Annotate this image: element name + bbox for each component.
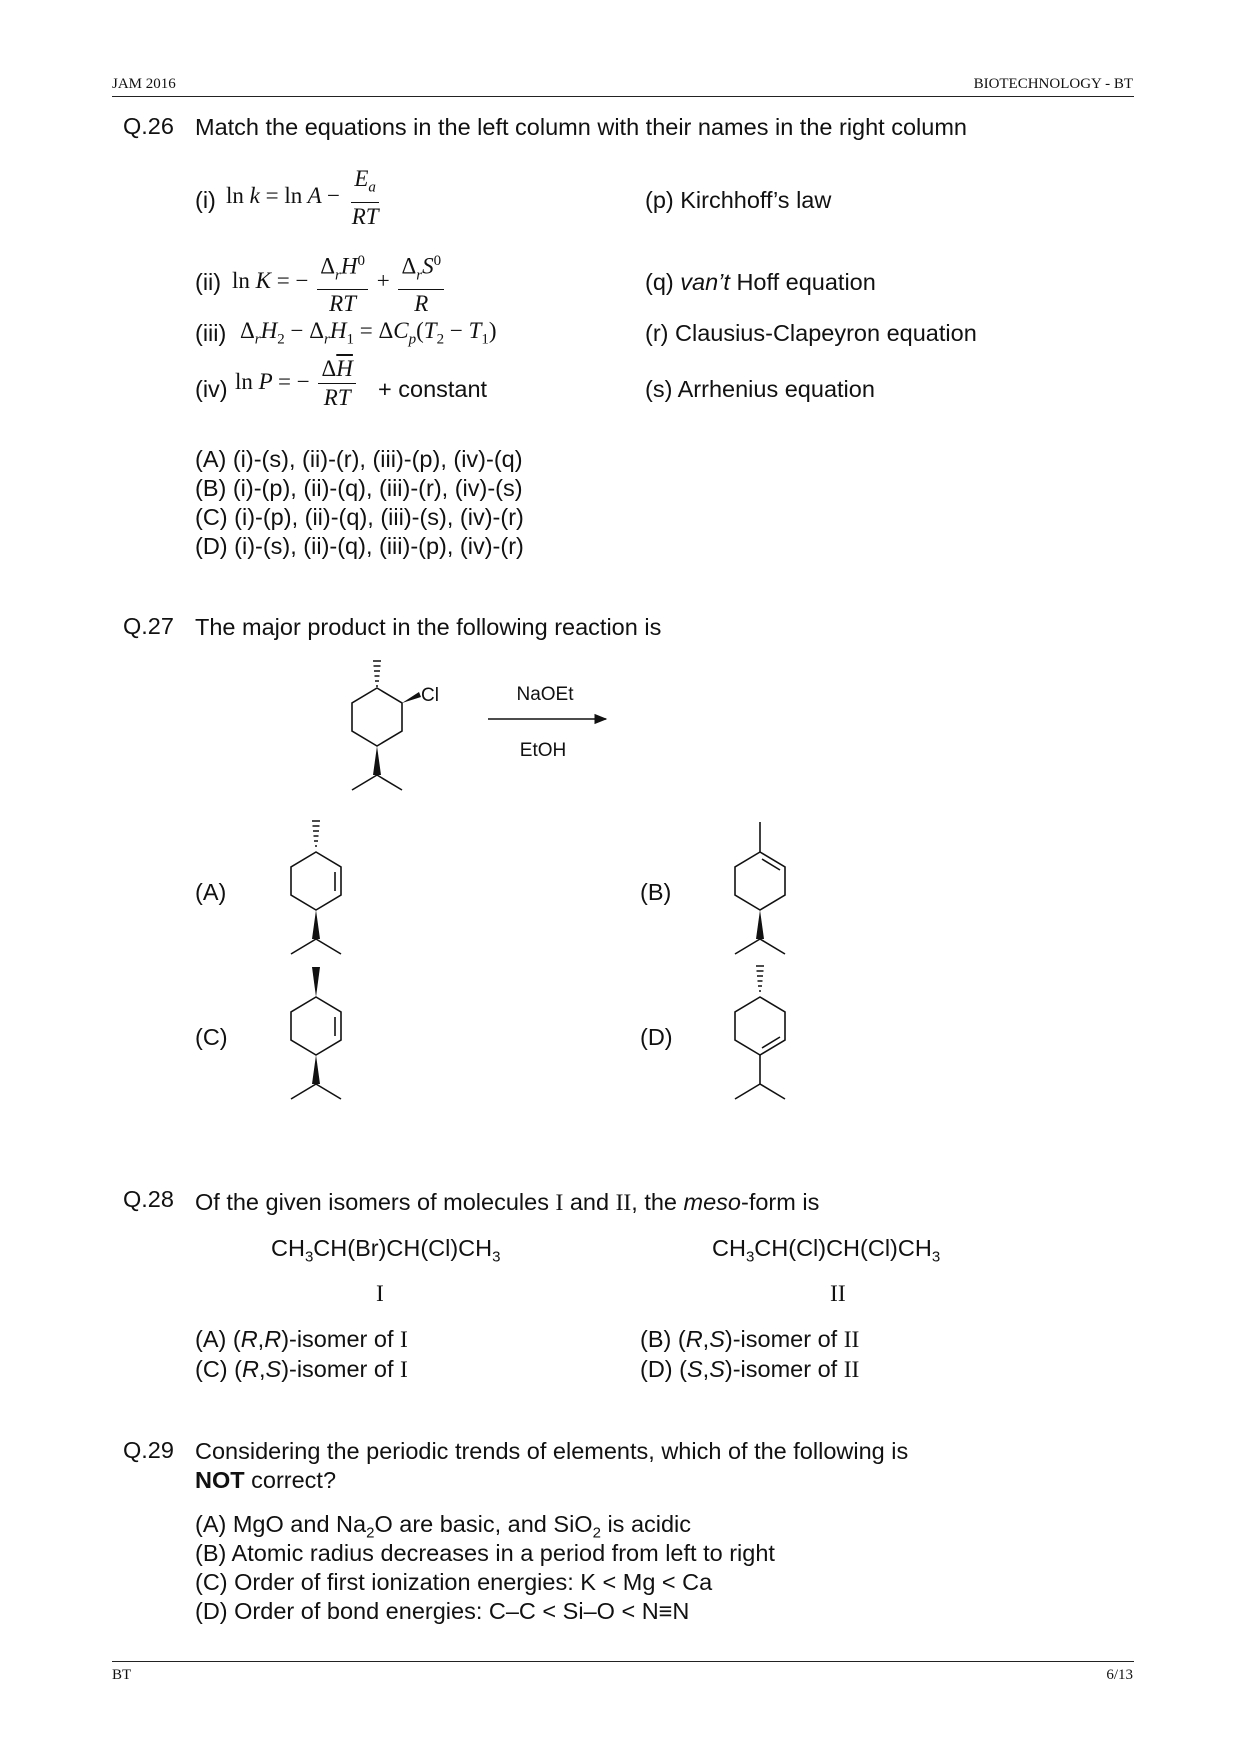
q27-option-a: (A) [195,879,227,905]
q26-label-iii: (iii) [195,320,227,346]
molecule-ii-formula: $CH_3CH(Cl)CH(Cl)CH_3$ [712,1235,941,1266]
q26-option-d: (D) (i)-(s), (ii)-(q), (iii)-(p), (iv)-(r) [195,533,524,559]
structure-a [291,821,341,954]
q28-option-a: (A) (R,R)-isomer of I [195,1326,408,1353]
q28-option-b: (B) (R,S)-isomer of II [640,1326,860,1353]
equation-vant-hoff: ln K = − $\frac{\Delta_rH^0}{RT}$ + $\frac{\Delta_rS^0}{R}$ [232,248,447,317]
header-left: JAM 2016 [112,76,176,92]
q27-option-c: (C) [195,1024,228,1050]
q28-text: Of the given isomers of molecules I and II, the meso-form is [195,1189,820,1216]
q28-option-c: (C) (R,S)-isomer of I [195,1356,408,1383]
equation-kirchhoff: $\Delta_rH_2 - \Delta_rH_1 = \Delta C_p(T_2 - T_1)$ [240,318,497,348]
footer-rule [112,1661,1134,1662]
molecule-ii-label: II [830,1281,846,1307]
reagent-naoet: NaOEt [516,684,574,705]
q29-option-a: (A) MgO and $Na_2O$ are basic, and SiO$_2$ is acidic [195,1511,692,1542]
molecule-i-formula: $CH_3CH(Br)CH(Cl)CH_3$ [271,1235,501,1266]
q29-option-b: (B) Atomic radius decreases in a period from left to right [195,1540,775,1566]
q26-number: Q.26 [123,113,174,139]
q26-right-q: (q) van’t Hoff equation [645,269,876,295]
q26-option-b: (B) (i)-(p), (ii)-(q), (iii)-(r), (iv)-(s) [195,475,523,501]
footer-left: BT [112,1667,132,1683]
q27-option-d: (D) [640,1024,673,1050]
q27-option-b: (B) [640,879,672,905]
q26-right-p: (p) Kirchhoff’s law [645,187,832,213]
q29-option-c: (C) Order of first ionization energies: K < Mg < Ca [195,1569,713,1595]
q29-text-line2: NOT correct? [195,1467,337,1493]
q27-text: The major product in the following reaction is [195,614,662,640]
solvent-etoh: EtOH [519,740,567,761]
q28-number: Q.28 [123,1186,174,1212]
q26-option-a: (A) (i)-(s), (ii)-(r), (iii)-(p), (iv)-(q) [195,446,523,472]
equation-arrhenius: ln k = ln A − $\frac{E_a}{RT}$ [226,166,379,229]
structure-b [735,822,785,954]
q29-option-d: (D) Order of bond energies: C–C < Si–O < N≡N [195,1598,690,1624]
substituent-cl: Cl [421,685,439,706]
q26-text: Match the equations in the left column with their names in the right column [195,114,967,140]
q26-label-i: (i) [195,187,216,213]
q29-number: Q.29 [123,1437,174,1463]
q28-option-d: (D) (S,S)-isomer of II [640,1356,860,1383]
molecule-i-label: I [376,1281,384,1307]
header-right: BIOTECHNOLOGY - BT [973,76,1133,92]
q26-label-ii: (ii) [195,269,222,295]
q26-option-c: (C) (i)-(p), (ii)-(q), (iii)-(s), (iv)-(r) [195,504,524,530]
q26-right-r: (r) Clausius-Clapeyron equation [645,320,977,346]
structure-c [291,967,341,1099]
structure-d [735,966,785,1099]
q26-eq-iv-suffix: + constant [378,376,488,402]
q26-label-iv: (iv) [195,376,228,402]
q26-right-s: (s) Arrhenius equation [645,376,875,402]
equation-clausius-clapeyron: ln P = − $\frac{\Delta\overline{H}}{RT}$ [235,356,359,411]
q27-number: Q.27 [123,613,174,639]
footer-page-number: 6/13 [1106,1667,1133,1683]
q29-text-line1: Considering the periodic trends of elements, which of the following is [195,1438,909,1464]
reactant-molecule [352,661,421,790]
